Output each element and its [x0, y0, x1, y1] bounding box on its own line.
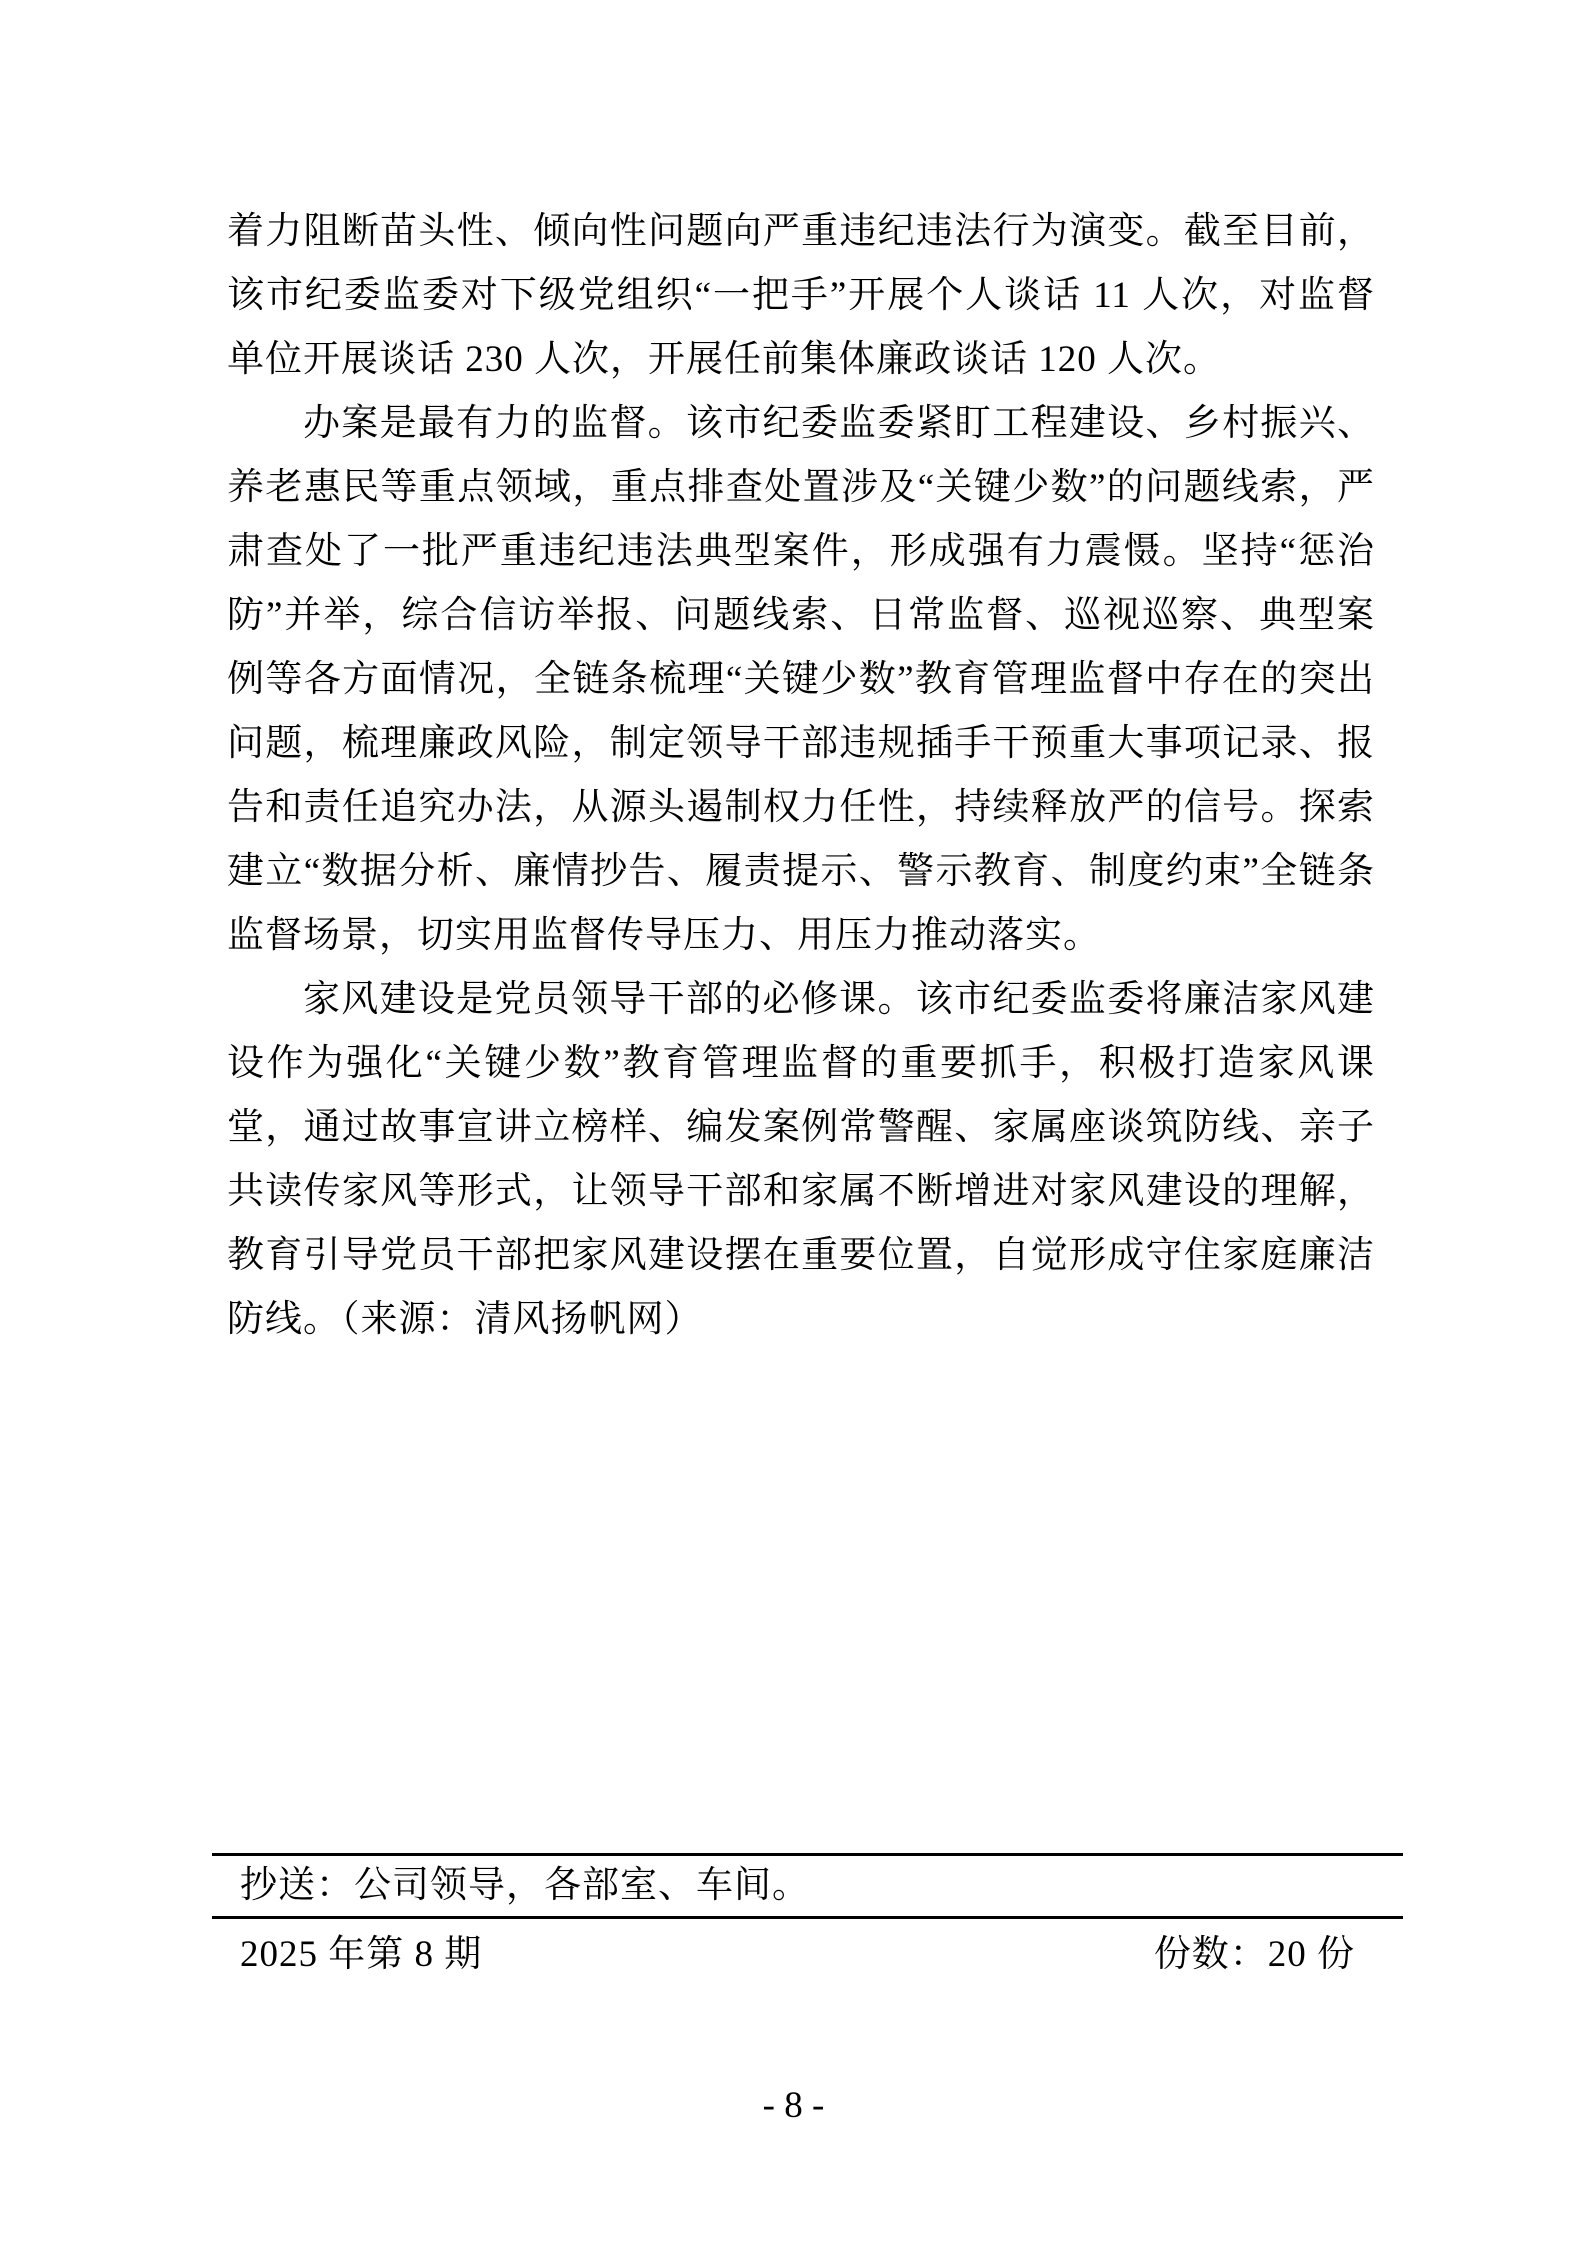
body-text [227, 200, 1375, 1352]
body-paragraph: 着力阻断苗头性、倾向性问题向严重违纪违法行为演变。截至目前，该市纪委监委对下级党组织“一把手”开展个人谈话 11 人次，对监督单位开展谈话 230 人次，开展任前集体廉政谈话 120 人次。 [227, 211, 1375, 380]
issue-row [212, 1919, 1403, 1977]
body-paragraph: 家风建设是党员领导干部的必修课。该市纪委监委将廉洁家风建设作为强化“关键少数”教育管理监督的重要抓手，积极打造家风课堂，通过故事宣讲立榜样、编发案例常警醒、家属座谈筑防线、亲子共读传家风等形式，让领导干部和家属不断增进对家风建设的理解，教育引导党员干部把家风建设摆在重要位置，自觉形成守住家庭廉洁防线。（来源：清风扬帆网） [227, 979, 1375, 1340]
copies-label: 份数：20 份 [1153, 1934, 1355, 1975]
issue-label: 2025 年第 8 期 [240, 1934, 483, 1975]
cc-line: 抄送：公司领导，各部室、车间。 [212, 1853, 1403, 1919]
page-footer [212, 1853, 1403, 1977]
page-number: - 8 - [762, 2085, 825, 2126]
body-paragraph: 办案是最有力的监督。该市纪委监委紧盯工程建设、乡村振兴、养老惠民等重点领域，重点排查处置涉及“关键少数”的问题线索，严肃查处了一批严重违纪违法典型案件，形成强有力震慑。坚持“惩治防”并举，综合信访举报、问题线索、日常监督、巡视巡察、典型案例等各方面情况，全链条梳理“关键少数”教育管理监督中存在的突出问题，梳理廉政风险，制定领导干部违规插手干预重大事项记录、报告和责任追究办法，从源头遏制权力任性，持续释放严的信号。探索建立“数据分析、廉情抄告、履责提示、警示教育、制度约束”全链条监督场景，切实用监督传导压力、用压力推动落实。 [227, 403, 1375, 956]
